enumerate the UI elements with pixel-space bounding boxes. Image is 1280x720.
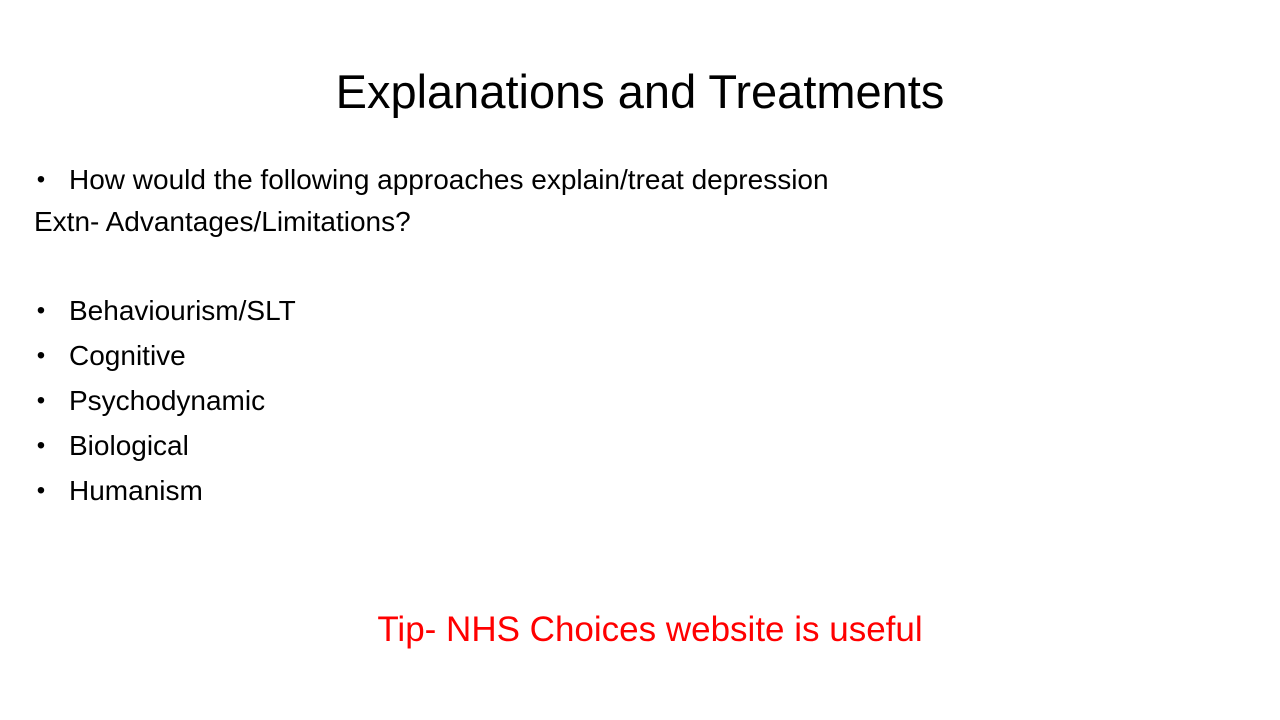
list-item <box>34 468 1234 513</box>
approach-label: Cognitive <box>69 340 186 371</box>
list-item <box>34 423 1234 468</box>
extension-text: Extn- Advantages/Limitations? <box>34 206 411 237</box>
list-item <box>34 288 1234 333</box>
bullet-icon: • <box>36 387 46 414</box>
approach-label: Psychodynamic <box>69 385 266 416</box>
approach-list <box>34 288 1234 513</box>
question-text: How would the following approaches explain/treat depression <box>69 164 829 195</box>
spacer <box>34 244 1234 288</box>
question-bullet <box>34 160 1234 200</box>
bullet-icon: • <box>36 297 46 324</box>
bullet-icon: • <box>36 432 46 459</box>
slide-title: Explanations and Treatments <box>335 65 945 118</box>
bullet-icon: • <box>36 342 46 369</box>
list-item <box>34 333 1234 378</box>
slide-body <box>34 160 1234 513</box>
bullet-icon: • <box>36 477 46 504</box>
tip-text: Tip- NHS Choices website is useful <box>377 610 923 649</box>
approach-label: Biological <box>69 430 189 461</box>
approach-label: Humanism <box>69 475 203 506</box>
bullet-icon: • <box>36 166 46 193</box>
approach-label: Behaviourism/SLT <box>69 295 296 326</box>
list-item <box>34 378 1234 423</box>
